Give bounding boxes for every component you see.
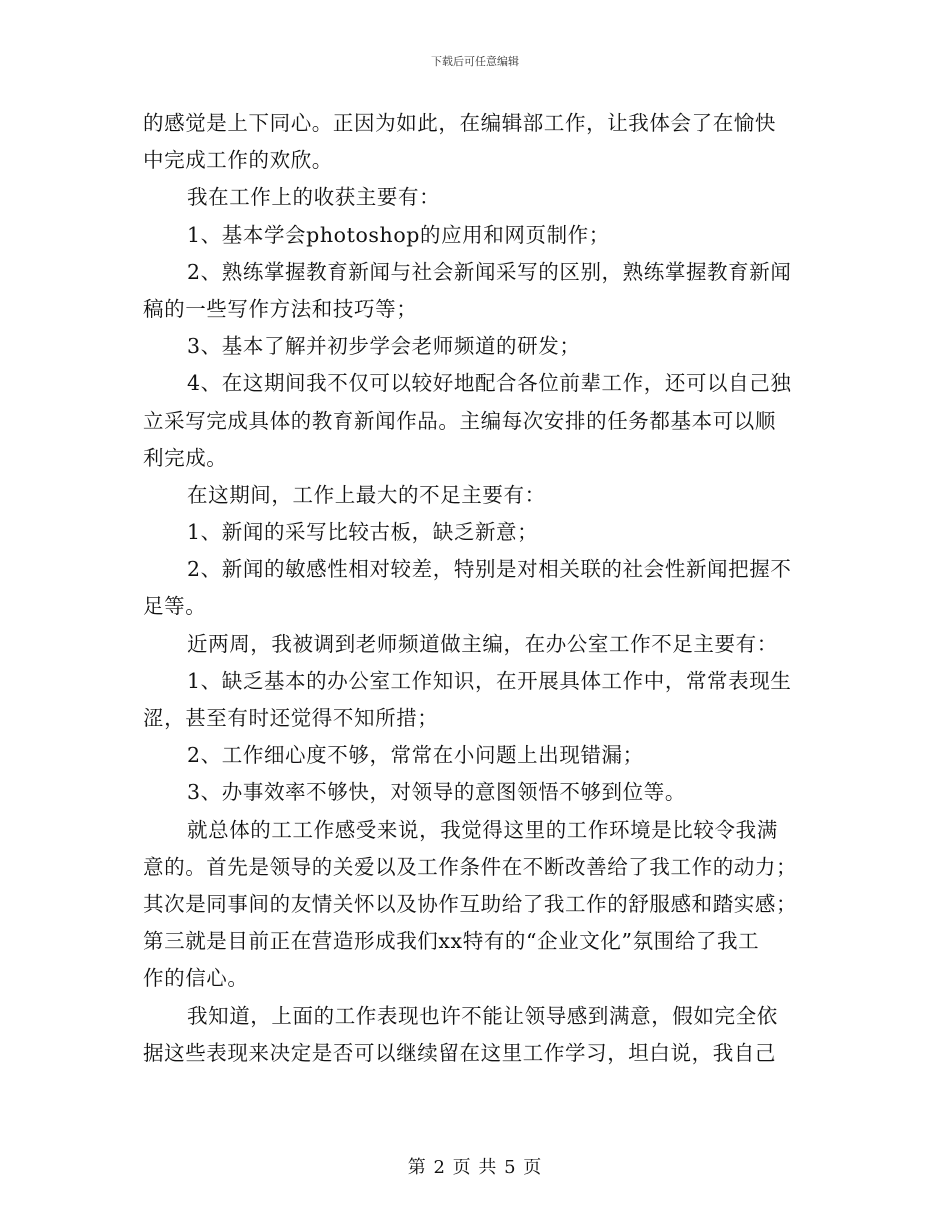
page-number: 第 2 页 共 5 页 (407, 1157, 543, 1178)
body-line: 第三就是目前正在营造形成我们xx特有的“企业文化”氛围给了我工 (143, 929, 760, 954)
body-line: 作的信心。 (143, 966, 249, 991)
body-line: 3、办事效率不够快，对领导的意图领悟不够到位等。 (187, 780, 686, 805)
body-line: 其次是同事间的友情关怀以及协作互助给了我工作的舒服感和踏实感； (143, 891, 798, 916)
body-line: 利完成。 (143, 445, 228, 470)
document-body (143, 105, 809, 1072)
body-line: 我知道，上面的工作表现也许不能让领导感到满意，假如完全依 (187, 1003, 778, 1028)
body-line: 2、熟练掌握教育新闻与社会新闻采写的区别，熟练掌握教育新闻 (187, 259, 792, 284)
body-line: 意的。首先是领导的关爱以及工作条件在不断改善给了我工作的动力； (143, 854, 798, 879)
body-line: 中完成工作的欢欣。 (143, 148, 333, 173)
body-line: 1、缺乏基本的办公室工作知识，在开展具体工作中，常常表现生 (187, 668, 792, 693)
body-line: 涩，甚至有时还觉得不知所措； (143, 706, 439, 730)
body-line: 1、新闻的采写比较古板，缺乏新意； (187, 520, 539, 545)
body-line: 立采写完成具体的教育新闻作品。主编每次安排的任务都基本可以顺 (143, 408, 776, 433)
body-line: 4、在这期间我不仅可以较好地配合各位前辈工作，还可以自己独 (187, 371, 792, 396)
body-line: 足等。 (143, 594, 207, 619)
body-line: 就总体的工工作感受来说，我觉得这里的工作环境是比较令我满 (187, 817, 778, 842)
page-header-note: 下载后可任意编辑 (431, 55, 519, 68)
body-line: 稿的一些写作方法和技巧等； (143, 296, 418, 321)
body-line: 1、基本学会photoshop的应用和网页制作； (187, 222, 610, 247)
body-line: 的感觉是上下同心。正因为如此，在编辑部工作，让我体会了在愉快 (143, 111, 776, 135)
body-line: 在这期间，工作上最大的不足主要有： (187, 482, 546, 507)
body-line: 我在工作上的收获主要有： (187, 185, 441, 210)
body-line: 2、新闻的敏感性相对较差，特别是对相关联的社会性新闻把握不 (187, 557, 792, 582)
body-line: 近两周，我被调到老师频道做主编，在办公室工作不足主要有： (187, 631, 778, 656)
body-line: 据这些表现来决定是否可以继续留在这里工作学习，坦白说，我自己 (143, 1040, 776, 1065)
body-line: 2、工作细心度不够，常常在小问题上出现错漏； (187, 743, 644, 768)
body-line: 3、基本了解并初步学会老师频道的研发； (187, 334, 581, 359)
